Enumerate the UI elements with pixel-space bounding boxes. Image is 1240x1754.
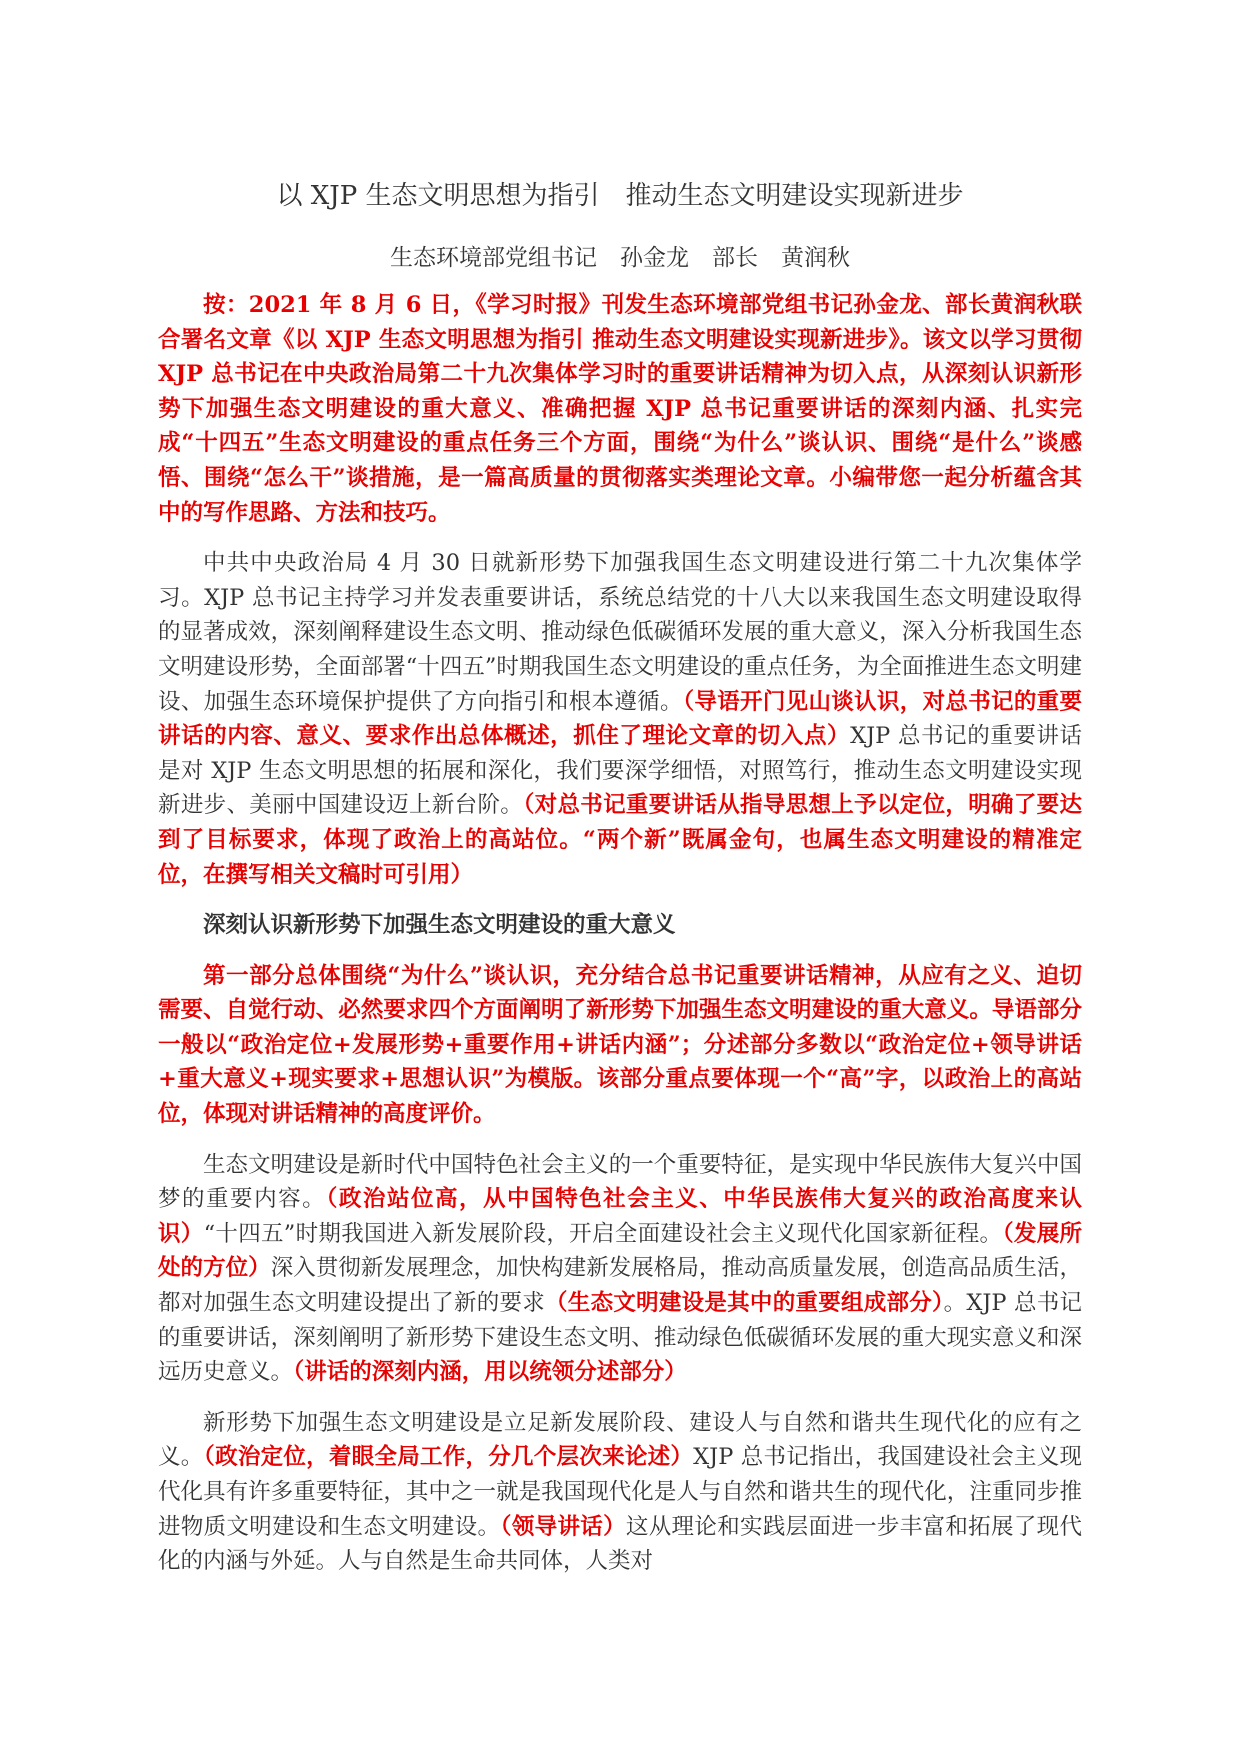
article-title: 以 XJP 生态文明思想为指引 推动生态文明建设实现新进步	[276, 181, 964, 211]
body-text: XJP 总书记指出，我国建设社会主义现代化具有许多重要特征，其中之一就是我国现代化是人与自然和谐共生的现代化，注重同步推进物质文明建设和生态文明建设。	[158, 1444, 1082, 1540]
author-byline: 生态环境部党组书记 孙金龙 部长 黄润秋	[390, 245, 850, 271]
body-paragraph	[158, 1406, 1082, 1579]
annotation: （导语开门见山谈认识，对总书记的重要讲话的内容、意义、要求作出总体概述，抓住了理论文章的切入点）	[158, 688, 1082, 750]
section-analysis: 第一部分总体围绕“为什么”谈认识，充分结合总书记重要讲话精神，从应有之义、迫切需要、自觉行动、必然要求四个方面阐明了新形势下加强生态文明建设的重大意义。导语部分一般以“政治定位+发展形势+重要作用+讲话内涵”；分述部分多数以“政治定位+领导讲话+重大意义+现实要求+思想认识”为模版。该部分重点要体现一个“高”字，以政治上的高站位，体现对讲话精神的高度评价。	[158, 962, 1082, 1128]
intro-paragraph	[158, 546, 1082, 892]
body-text: 生态文明建设是新时代中国特色社会主义的一个重要特征，是实现中华民族伟大复兴中国梦的重要内容。	[158, 1151, 1082, 1213]
body-text: 这从理论和实践层面进一步丰富和拓展了现代化的内涵与外延。人与自然是生命共同体，人类对	[158, 1513, 1082, 1575]
body-text: 。XJP 总书记的重要讲话，深刻阐明了新形势下建设生态文明、推动绿色低碳循环发展的重大现实意义和深远历史意义。	[158, 1290, 1082, 1386]
annotation: （讲话的深刻内涵，用以统领分述部分）	[293, 1359, 687, 1386]
annotation: （领导讲话）	[500, 1513, 626, 1540]
article-body	[158, 288, 1082, 1579]
intro-text: XJP 总书记的重要讲话是对 XJP 生态文明思想的拓展和深化，我们要深学细悟，对照笃行，推动生态文明建设实现新进步、美丽中国建设迈上新台阶。	[158, 723, 1082, 819]
annotation: （政治站位高，从中国特色社会主义、中华民族伟大复兴的政治高度来认识）	[158, 1186, 1082, 1247]
editor-note: 按：2021 年 8 月 6 日，《学习时报》刊发生态环境部党组书记孙金龙、部长黄润秋联合署名文章《以 XJP 生态文明思想为指引 推动生态文明建设实现新进步》。该文以学习贯彻 XJP 总书记在中央政治局第二十九次集体学习时的重要讲话精神为切入点，从深刻认识新形势下加强生态文明建设的重大意义、准确把握 XJP 总书记重要讲话的深刻内涵、扎实完成“十四五”生态文明建设的重点任务三个方面，围绕“为什么”谈认识、围绕“是什么”谈感悟、围绕“怎么干”谈措施，是一篇高质量的贯彻落实类理论文章。小编带您一起分析蕴含其中的写作思路、方法和技巧。	[158, 292, 1082, 526]
body-text: 新形势下加强生态文明建设是立足新发展阶段、建设人与自然和谐共生现代化的应有之义。	[158, 1409, 1082, 1471]
annotation: （生态文明建设是其中的重要组成部分）	[545, 1290, 944, 1317]
body-paragraph	[158, 1148, 1082, 1390]
body-text: “十四五”时期我国进入新发展阶段，开启全面建设社会主义现代化国家新征程。	[203, 1220, 1003, 1247]
intro-text: 中共中央政治局 4 月 30 日就新形势下加强我国生态文明建设进行第二十九次集体学习。XJP 总书记主持学习并发表重要讲话，系统总结党的十八大以来我国生态文明建设取得的显著成效，深刻阐释建设生态文明、推动绿色低碳循环发展的重大意义，深入分析我国生态文明建设形势，全面部署“十四五”时期我国生态文明建设的重点任务，为全面推进生态文明建设、加强生态环境保护提供了方向指引和根本遵循。	[158, 550, 1082, 715]
body-text: 深入贯彻新发展理念，加快构建新发展格局，推动高质量发展，创造高品质生活，都对加强生态文明建设提出了新的要求	[158, 1255, 1082, 1317]
section-heading: 深刻认识新形势下加强生态文明建设的重大意义	[203, 912, 676, 939]
annotation: （政治定位，着眼全局工作，分几个层次来论述）	[203, 1444, 694, 1471]
annotation: （发展所处的方位）	[158, 1220, 1082, 1282]
annotation: （对总书记重要讲话从指导思想上予以定位，明确了要达到了目标要求，体现了政治上的高站位。“两个新”既属金句，也属生态文明建设的精准定位，在撰写相关文稿时可引用）	[158, 792, 1082, 888]
